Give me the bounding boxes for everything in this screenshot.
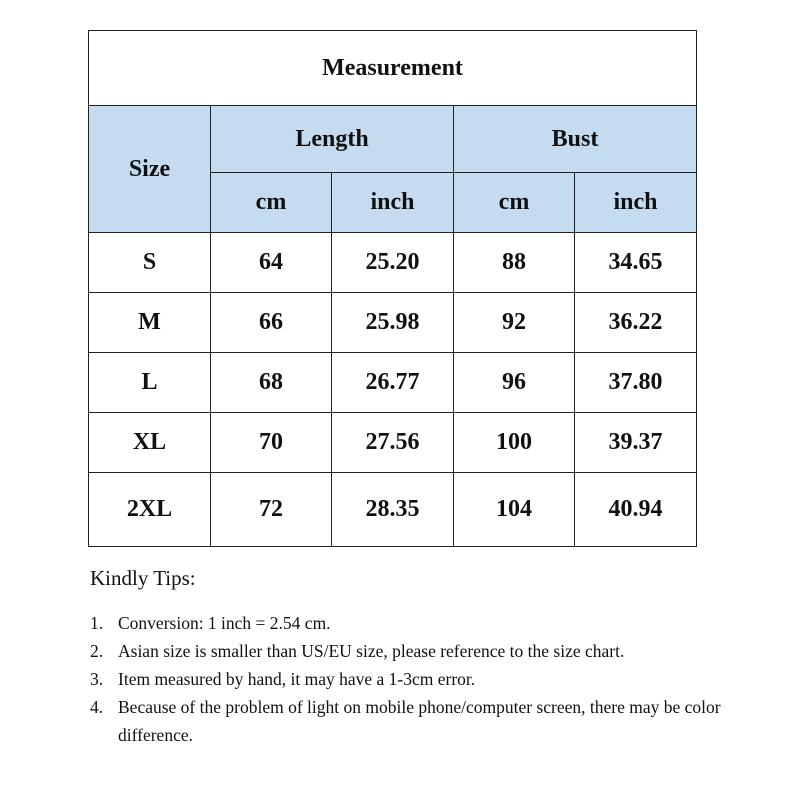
value-cell: 36.22	[575, 293, 697, 353]
tip-item	[90, 609, 758, 637]
value-cell: 88	[454, 233, 575, 293]
size-cell: L	[89, 353, 211, 413]
value-cell: 34.65	[575, 233, 697, 293]
unit-header: inch	[332, 173, 454, 233]
size-cell: 2XL	[89, 473, 211, 547]
tip-number: 2.	[90, 641, 104, 661]
value-cell: 37.80	[575, 353, 697, 413]
unit-header: inch	[575, 173, 697, 233]
unit-header: cm	[454, 173, 575, 233]
value-cell: 25.20	[332, 233, 454, 293]
value-cell: 70	[211, 413, 332, 473]
table-row	[89, 413, 697, 473]
size-chart-table	[88, 30, 697, 547]
tip-item	[90, 637, 758, 665]
value-cell: 27.56	[332, 413, 454, 473]
tips-title: Kindly Tips:	[90, 566, 196, 590]
value-cell: 100	[454, 413, 575, 473]
value-cell: 28.35	[332, 473, 454, 547]
size-header: Size	[89, 106, 211, 233]
unit-header: cm	[211, 173, 332, 233]
tip-text: Asian size is smaller than US/EU size, please reference to the size chart.	[118, 641, 625, 661]
table-row	[89, 473, 697, 547]
value-cell: 25.98	[332, 293, 454, 353]
value-cell: 66	[211, 293, 332, 353]
value-cell: 92	[454, 293, 575, 353]
table-row	[89, 293, 697, 353]
tip-text: Item measured by hand, it may have a 1-3cm error.	[118, 669, 476, 689]
table-row	[89, 353, 697, 413]
size-cell: S	[89, 233, 211, 293]
tip-item	[90, 693, 758, 749]
value-cell: 72	[211, 473, 332, 547]
tip-number: 3.	[90, 669, 104, 689]
tip-text: Because of the problem of light on mobile phone/computer screen, there may be color difference.	[118, 697, 721, 745]
value-cell: 96	[454, 353, 575, 413]
value-cell: 40.94	[575, 473, 697, 547]
tip-number: 4.	[90, 697, 104, 717]
value-cell: 104	[454, 473, 575, 547]
tip-text: Conversion: 1 inch = 2.54 cm.	[118, 613, 331, 633]
value-cell: 64	[211, 233, 332, 293]
tip-number: 1.	[90, 613, 104, 633]
table-row	[89, 233, 697, 293]
kindly-tips	[90, 566, 758, 749]
value-cell: 68	[211, 353, 332, 413]
size-cell: XL	[89, 413, 211, 473]
tip-item	[90, 665, 758, 693]
bust-header: Bust	[454, 106, 697, 173]
table-title: Measurement	[89, 31, 697, 106]
length-header: Length	[211, 106, 454, 173]
size-cell: M	[89, 293, 211, 353]
value-cell: 26.77	[332, 353, 454, 413]
value-cell: 39.37	[575, 413, 697, 473]
